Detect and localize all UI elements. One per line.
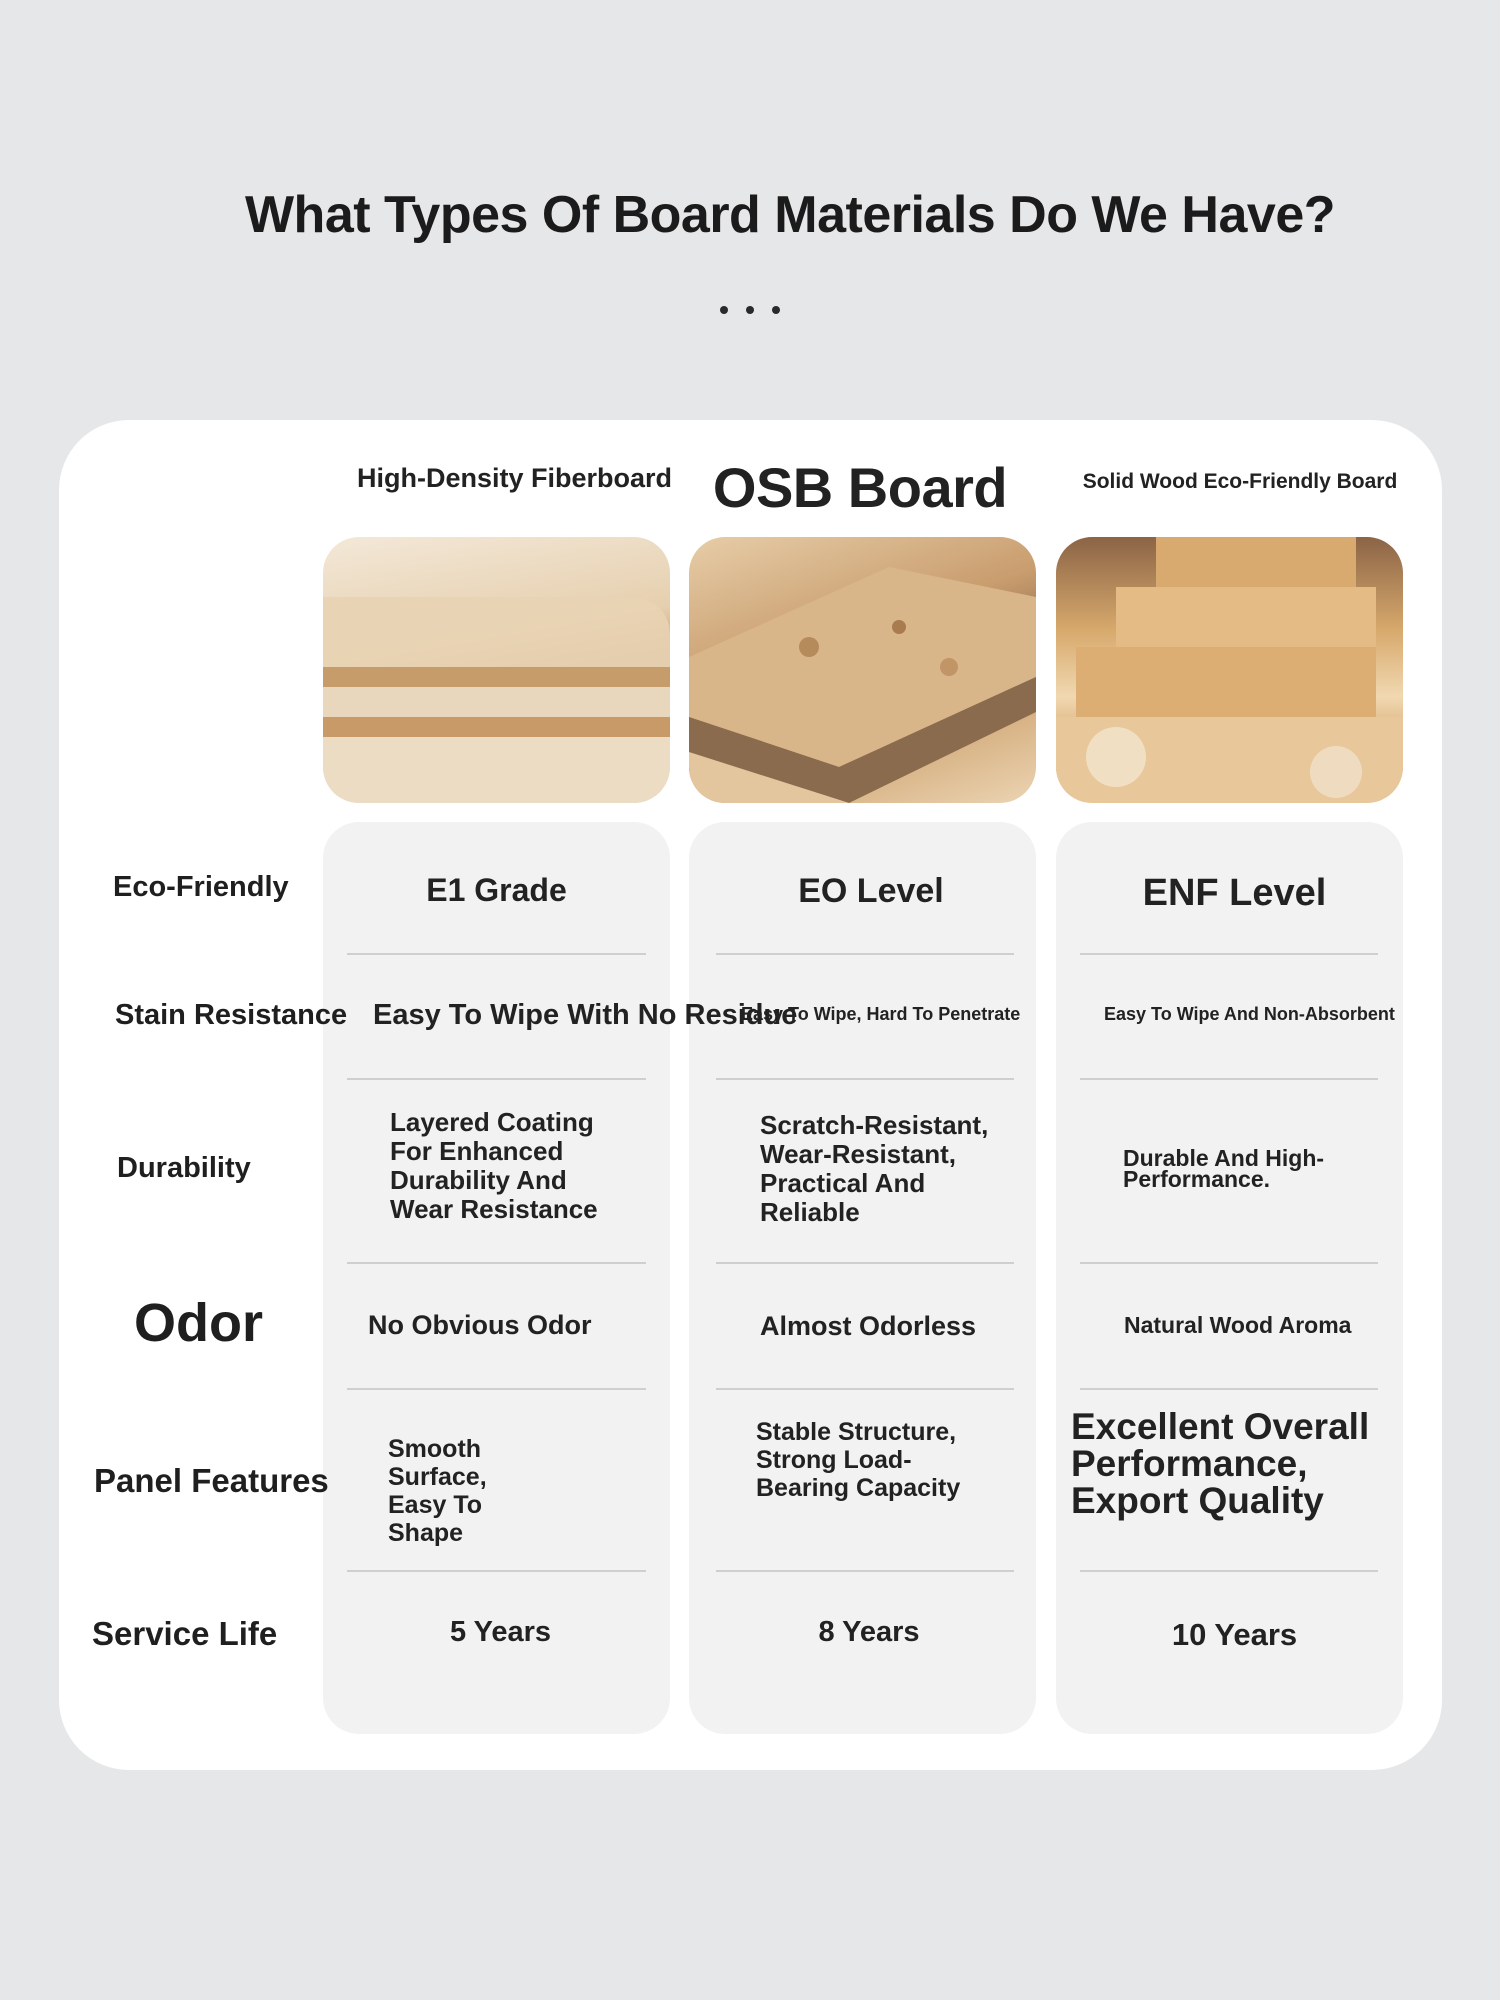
row-divider — [716, 1570, 1014, 1572]
osb-board-photo-icon — [689, 537, 1036, 803]
column-header-osb: OSB Board — [712, 456, 1008, 519]
solid-wood-photo-icon — [1056, 537, 1403, 803]
row-divider — [347, 1262, 646, 1264]
row-divider — [716, 1262, 1014, 1264]
cell-panel-features-osb: Stable Structure, Strong Load-Bearing Capacity — [756, 1418, 961, 1502]
row-divider — [347, 953, 646, 955]
row-divider — [1080, 1262, 1378, 1264]
cell-stain-resistance-solid-wood: Easy To Wipe And Non-Absorbent — [1104, 1004, 1395, 1024]
row-divider — [347, 1078, 646, 1080]
ellipsis-dots-icon — [720, 300, 780, 320]
cell-eco-friendly-fiberboard: E1 Grade — [426, 872, 567, 908]
row-divider — [347, 1570, 646, 1572]
row-divider — [1080, 1570, 1378, 1572]
row-label-stain-resistance: Stain Resistance — [115, 999, 348, 1031]
cell-panel-features-fiberboard: Smooth Surface, Easy To Shape — [388, 1435, 487, 1547]
row-divider — [716, 1078, 1014, 1080]
fiberboard-photo-icon — [323, 537, 670, 803]
row-label-panel-features: Panel Features — [94, 1462, 329, 1499]
cell-odor-solid-wood: Natural Wood Aroma — [1124, 1312, 1352, 1338]
cell-service-life-fiberboard: 5 Years — [449, 1616, 552, 1648]
cell-eco-friendly-osb: EO Level — [798, 872, 944, 910]
cell-stain-resistance-osb: Easy To Wipe, Hard To Penetrate — [741, 1004, 1021, 1024]
cell-panel-features-solid-wood: Excellent Overall Performance, Export Quality — [1071, 1406, 1370, 1521]
row-divider — [716, 1388, 1014, 1390]
row-divider — [347, 1388, 646, 1390]
column-panel-osb — [689, 822, 1036, 1734]
column-panel-fiberboard — [323, 822, 670, 1734]
row-label-durability: Durability — [117, 1152, 251, 1184]
row-label-eco-friendly: Eco-Friendly — [113, 871, 289, 903]
cell-durability-osb: Scratch-Resistant, Wear-Resistant, Practical And Reliable — [760, 1110, 989, 1227]
cell-durability-fiberboard: Layered Coating For Enhanced Durability And Wear Resistance — [390, 1107, 598, 1224]
cell-stain-resistance-fiberboard: Easy To Wipe With No Residue — [373, 999, 798, 1031]
page-title: What Types Of Board Materials Do We Have? — [244, 186, 1336, 244]
column-panel-solid-wood — [1056, 822, 1403, 1734]
column-header-fiberboard: High-Density Fiberboard — [357, 463, 673, 493]
row-label-odor: Odor — [134, 1293, 263, 1353]
row-divider — [716, 953, 1014, 955]
cell-service-life-solid-wood: 10 Years — [1171, 1617, 1298, 1652]
cell-durability-solid-wood: Durable And High-Performance. — [1123, 1145, 1325, 1192]
cell-odor-osb: Almost Odorless — [760, 1311, 977, 1341]
cell-eco-friendly-solid-wood: ENF Level — [1142, 872, 1327, 914]
cell-service-life-osb: 8 Years — [818, 1616, 920, 1648]
column-header-solid-wood: Solid Wood Eco-Friendly Board — [1082, 470, 1398, 493]
cell-odor-fiberboard: No Obvious Odor — [368, 1310, 592, 1340]
row-label-service-life: Service Life — [92, 1615, 278, 1652]
row-divider — [1080, 1388, 1378, 1390]
row-divider — [1080, 1078, 1378, 1080]
row-divider — [1080, 953, 1378, 955]
